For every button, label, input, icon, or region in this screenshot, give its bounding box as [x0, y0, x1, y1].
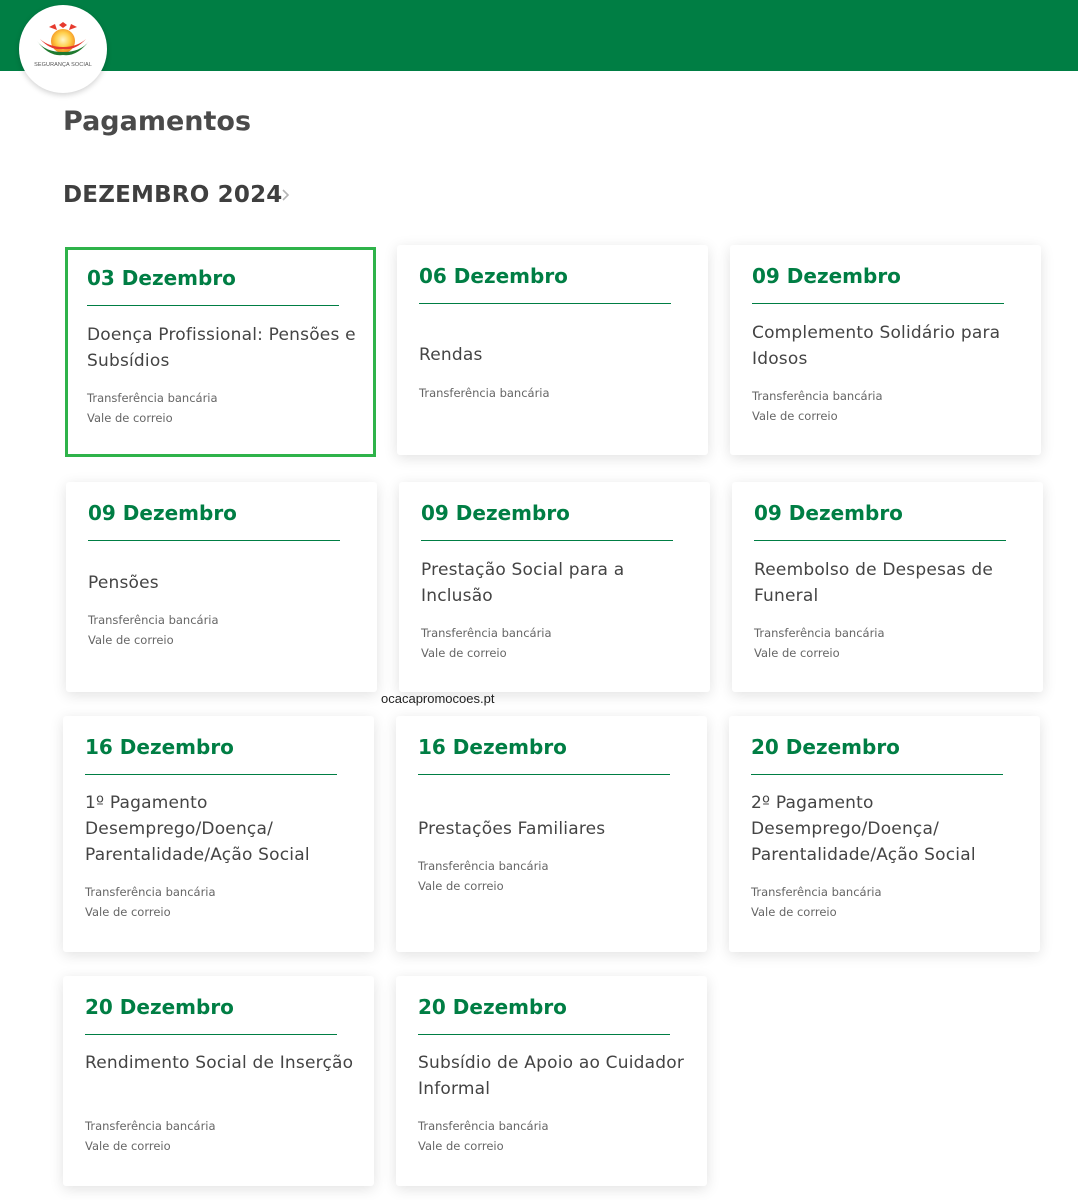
payment-card[interactable]: [397, 245, 708, 455]
payment-title: Prestação Social para a Inclusão: [421, 560, 625, 606]
payment-card[interactable]: [396, 716, 707, 952]
payment-method: Vale de correio: [418, 879, 504, 893]
date-divider: [751, 774, 1003, 775]
payment-title: Rendas: [419, 345, 483, 365]
watermark-text: ocacapromocoes.pt: [381, 691, 495, 706]
payment-date: 06 Dezembro: [419, 264, 568, 288]
logo-emblem-icon: [19, 5, 107, 93]
payment-method: Vale de correio: [85, 905, 171, 919]
payment-method: Vale de correio: [87, 411, 173, 425]
payment-method: Vale de correio: [751, 905, 837, 919]
payment-method: Vale de correio: [88, 633, 174, 647]
next-month-button[interactable]: [278, 184, 294, 206]
payment-method: Transferência bancária: [418, 1119, 549, 1133]
payment-method: Vale de correio: [754, 646, 840, 660]
date-divider: [85, 774, 337, 775]
payment-card[interactable]: [63, 976, 374, 1186]
payment-methods: [418, 856, 549, 896]
payment-method: Transferência bancária: [85, 885, 216, 899]
payment-method: Transferência bancária: [754, 626, 885, 640]
payment-methods: [421, 623, 552, 663]
payment-title: Rendimento Social de Inserção: [85, 1053, 354, 1073]
date-divider: [418, 774, 670, 775]
date-divider: [85, 1034, 337, 1035]
payment-method: Transferência bancária: [752, 389, 883, 403]
payment-title: 2º Pagamento Desemprego/Doença/ Parentalidade/Ação Social: [751, 793, 976, 865]
payment-method: Transferência bancária: [85, 1119, 216, 1133]
payment-date: 20 Dezembro: [751, 735, 900, 759]
month-navigator: [63, 180, 343, 222]
payment-title: Doença Profissional: Pensões e Subsídios: [87, 325, 356, 371]
payment-method: Vale de correio: [418, 1139, 504, 1153]
payment-date: 09 Dezembro: [754, 501, 903, 525]
payment-date: 03 Dezembro: [87, 266, 236, 290]
payment-methods: [419, 383, 550, 403]
payment-date: 20 Dezembro: [85, 995, 234, 1019]
payment-methods: [754, 623, 885, 663]
logo-text: SEGURANÇA SOCIAL: [34, 62, 92, 68]
payment-methods: [85, 882, 216, 922]
payment-card[interactable]: [730, 245, 1041, 455]
payment-date: 16 Dezembro: [85, 735, 234, 759]
payment-title: Pensões: [88, 573, 159, 593]
date-divider: [421, 540, 673, 541]
payment-methods: [88, 610, 219, 650]
payment-method: Transferência bancária: [418, 859, 549, 873]
payment-title: Complemento Solidário para Idosos: [752, 323, 1001, 369]
payment-date: 09 Dezembro: [88, 501, 237, 525]
date-divider: [419, 303, 671, 304]
payment-date: 09 Dezembro: [752, 264, 901, 288]
date-divider: [752, 303, 1004, 304]
payment-title: Subsídio de Apoio ao Cuidador Informal: [418, 1053, 685, 1099]
payment-title: Reembolso de Despesas de Funeral: [754, 560, 993, 606]
payment-card[interactable]: [66, 482, 377, 692]
payment-method: Transferência bancária: [421, 626, 552, 640]
payment-method: Vale de correio: [752, 409, 838, 423]
payment-method: Transferência bancária: [419, 386, 550, 400]
chevron-right-icon: [278, 184, 294, 206]
payment-title: 1º Pagamento Desemprego/Doença/ Parentalidade/Ação Social: [85, 793, 310, 865]
payment-methods: [752, 386, 883, 426]
payment-date: 09 Dezembro: [421, 501, 570, 525]
date-divider: [754, 540, 1006, 541]
payment-methods: [85, 1116, 216, 1156]
payment-card[interactable]: [396, 976, 707, 1186]
date-divider: [88, 540, 340, 541]
payment-methods: [418, 1116, 549, 1156]
date-divider: [87, 305, 339, 306]
payment-method: Transferência bancária: [88, 613, 219, 627]
payment-card[interactable]: [399, 482, 710, 692]
payment-method: Vale de correio: [85, 1139, 171, 1153]
seguranca-social-logo[interactable]: [19, 5, 107, 93]
payment-card[interactable]: [63, 716, 374, 952]
payment-method: Vale de correio: [421, 646, 507, 660]
payment-date: 20 Dezembro: [418, 995, 567, 1019]
payment-date: 16 Dezembro: [418, 735, 567, 759]
date-divider: [418, 1034, 670, 1035]
page-title: Pagamentos: [63, 106, 252, 137]
top-bar: [0, 0, 1078, 71]
payment-method: Transferência bancária: [87, 391, 218, 405]
payment-card[interactable]: [732, 482, 1043, 692]
payment-card[interactable]: [65, 247, 376, 457]
payment-methods: [751, 882, 882, 922]
current-month-label: DEZEMBRO 2024: [63, 182, 283, 208]
payment-method: Transferência bancária: [751, 885, 882, 899]
payment-methods: [87, 388, 218, 428]
payment-title: Prestações Familiares: [418, 819, 606, 839]
payment-card[interactable]: [729, 716, 1040, 952]
